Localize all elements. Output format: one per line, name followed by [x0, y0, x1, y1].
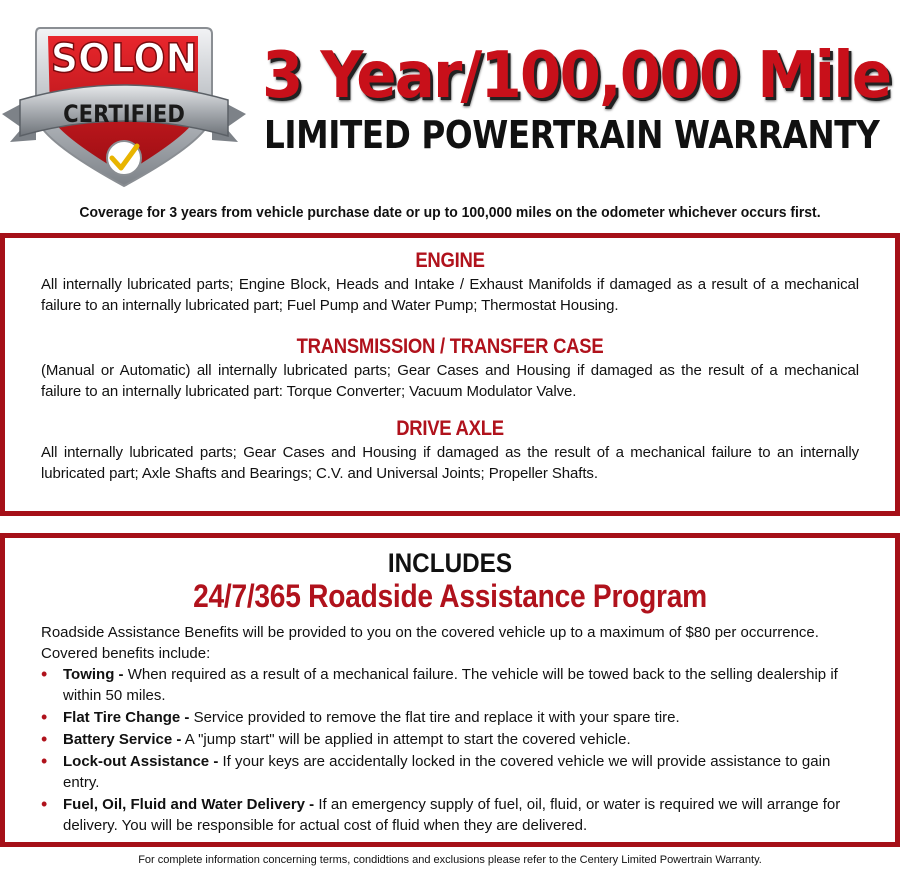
includes-heading: INCLUDES [387, 548, 513, 578]
benefit-name: Lock-out Assistance - [63, 753, 219, 770]
bullet-icon: • [41, 664, 48, 684]
benefit-lockout [41, 751, 859, 793]
footer-disclaimer: For complete information concerning terms, condidtions and exclusions please refer to the Centery Limited Powertrain Warranty. [138, 854, 762, 866]
benefit-text: Service provided to remove the flat tire and replace it with your spare tire. [189, 709, 680, 726]
benefit-fuel-delivery [41, 794, 859, 836]
benefit-text: When required as a result of a mechanical failure. The vehicle will be towed back to the selling dealership if within 50 miles. [63, 666, 838, 704]
section-engine [41, 248, 859, 316]
covered-parts-box [0, 233, 900, 516]
benefit-name: Fuel, Oil, Fluid and Water Delivery - [63, 796, 315, 813]
warranty-headline: 3 Year/100,000 Mile [262, 39, 891, 113]
section-title: ENGINE [415, 249, 485, 272]
section-body: All internally lubricated parts; Gear Cases and Housing if damaged as the result of a mechanical failure to an internally lubricated part; Axle Shafts and Bearings; C.V. and Universal Joints; Propeller Shafts. [41, 444, 859, 482]
benefit-name: Flat Tire Change - [63, 709, 190, 726]
coverage-statement: Coverage for 3 years from vehicle purchase date or up to 100,000 miles on the odometer whichever occurs first. [79, 204, 821, 221]
bullet-icon: • [41, 707, 48, 727]
benefit-flat-tire [41, 707, 859, 728]
benefit-text: A "jump start" will be applied in attempt to start the covered vehicle. [181, 731, 631, 748]
benefit-name: Battery Service - [63, 731, 182, 748]
section-title: TRANSMISSION / TRANSFER CASE [296, 335, 604, 358]
section-drive-axle [41, 416, 859, 484]
benefit-text: If your keys are accidentally locked in the covered vehicle we will provide assistance to gain entry. [63, 753, 831, 791]
roadside-intro: Roadside Assistance Benefits will be provided to you on the covered vehicle up to a maximum of $80 per occurrence. Covered benefits include: [41, 624, 819, 662]
section-body: All internally lubricated parts; Engine Block, Heads and Intake / Exhaust Manifolds if damaged as a result of a mechanical failure to an internally lubricated part; Fuel Pump and Water Pump; Thermostat Housing. [41, 276, 859, 314]
logo-line2: CERTIFIED [63, 100, 185, 129]
benefit-towing [41, 664, 859, 706]
section-body: (Manual or Automatic) all internally lubricated parts; Gear Cases and Housing if damaged as the result of a mechanical failure to an internally lubricated part: Torque Converter; Vacuum Modulator Valve. [41, 362, 859, 400]
solon-certified-logo [0, 18, 248, 196]
benefit-text: If an emergency supply of fuel, oil, fluid, or water is required we will arrange for delivery. You will be responsible for actual cost of fluid when they are delivered. [63, 796, 841, 834]
logo-line1: SOLON [50, 36, 198, 83]
bullet-icon: • [41, 729, 48, 749]
warranty-subhead: LIMITED POWERTRAIN WARRANTY [264, 113, 880, 157]
roadside-assistance-box [0, 533, 900, 847]
benefit-battery [41, 729, 859, 750]
checkmark-icon [107, 141, 141, 175]
bullet-icon: • [41, 794, 48, 814]
section-transmission [41, 334, 859, 402]
benefits-list [41, 664, 859, 836]
bullet-icon: • [41, 751, 48, 771]
benefit-name: Towing - [63, 666, 124, 683]
section-title: DRIVE AXLE [396, 417, 504, 440]
roadside-title: 24/7/365 Roadside Assistance Program [193, 578, 707, 614]
